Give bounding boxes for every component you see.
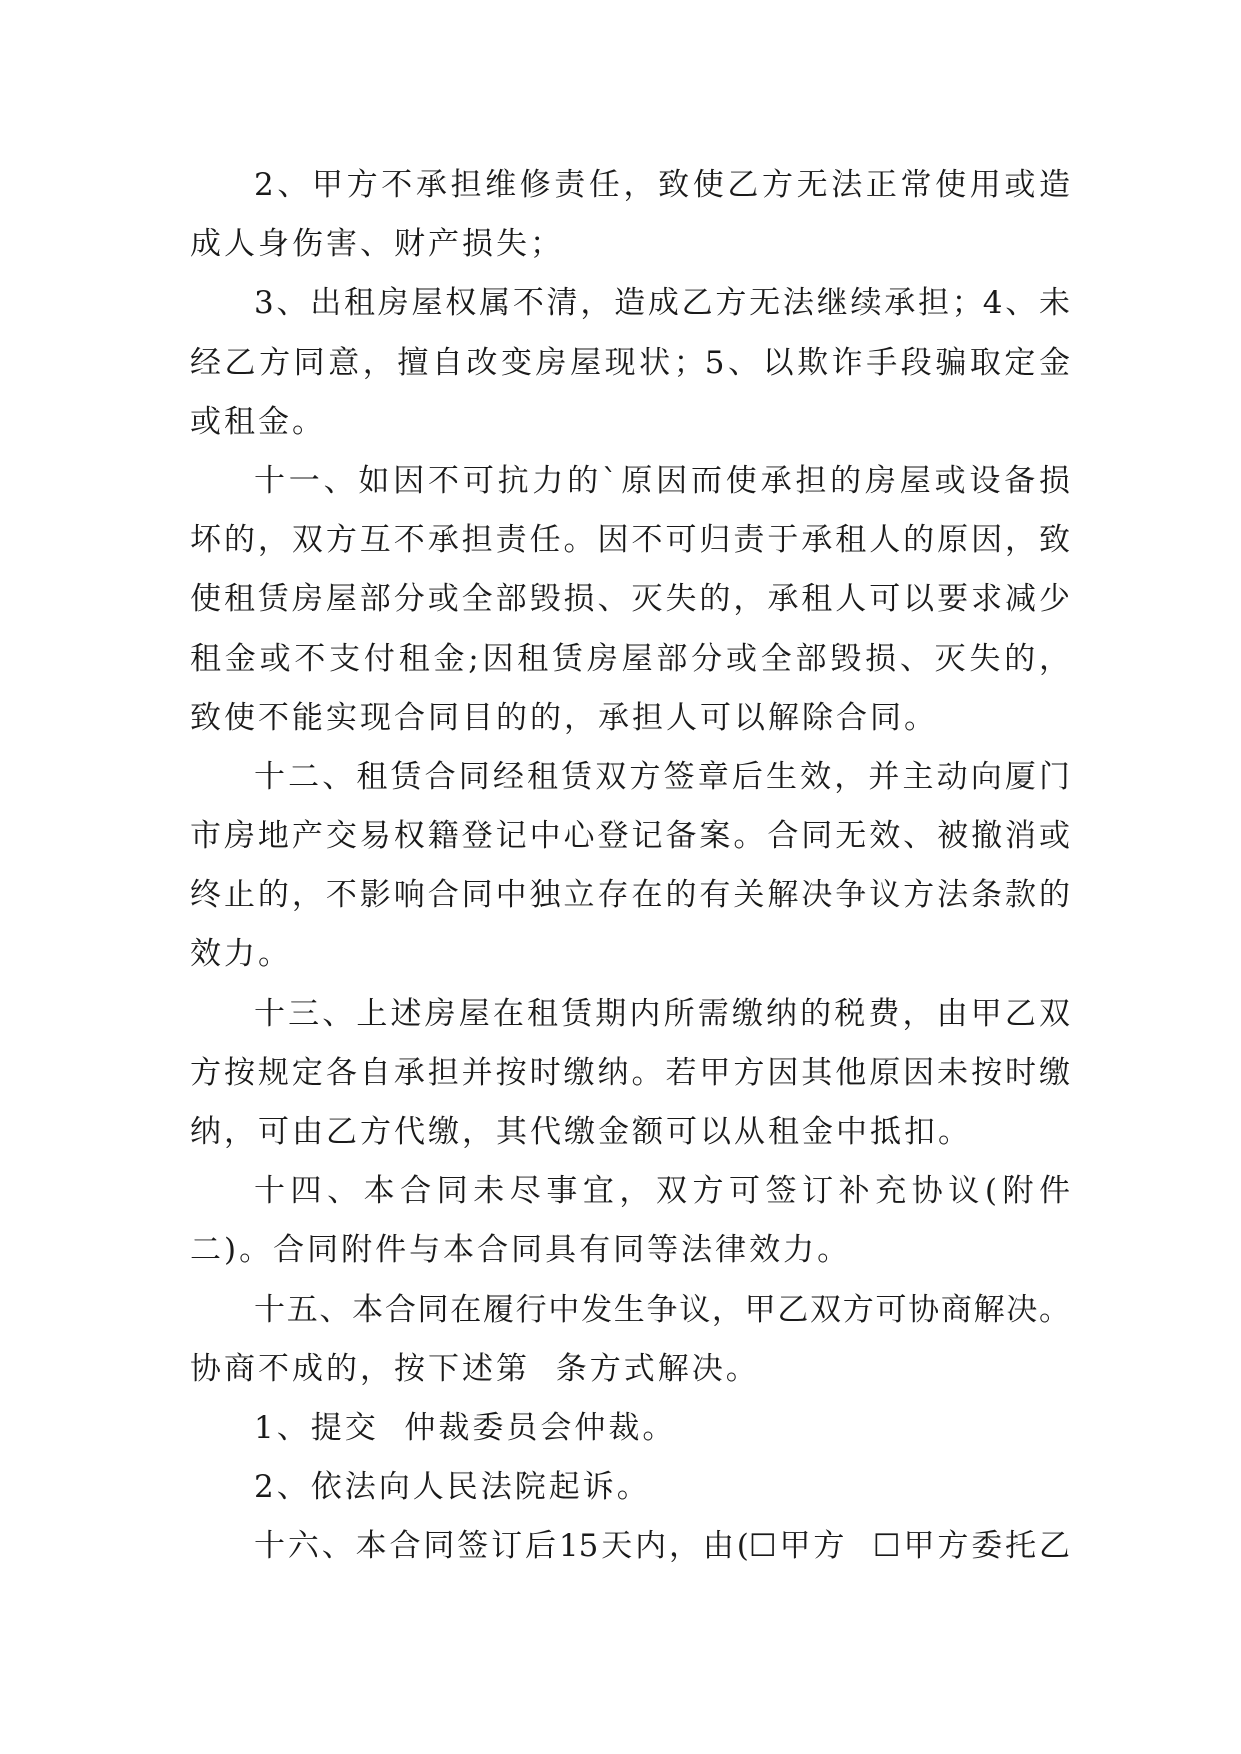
- text-line: 致使不能实现合同目的的，承担人可以解除合同。: [190, 699, 938, 736]
- text-line: 1、提交 仲裁委员会仲裁。: [254, 1409, 677, 1446]
- text-line: 方按规定各自承担并按时缴纳。若甲方因其他原因未按时缴: [190, 1054, 1070, 1091]
- text-line: 经乙方同意，擅自改变房屋现状；5、以欺诈手段骗取定金: [190, 344, 1070, 381]
- text-line: 成人身伤害、财产损失；: [190, 226, 564, 263]
- text-line: 租金或不支付租金;因租赁房屋部分或全部毁损、灭失的，: [190, 640, 1070, 677]
- text-line: 3、出租房屋权属不清，造成乙方无法继续承担；4、未: [254, 285, 1070, 322]
- text-line: 纳，可由乙方代缴，其代缴金额可以从租金中抵扣。: [190, 1114, 972, 1150]
- document-body: [190, 156, 1070, 1577]
- text-line: 十二、租赁合同经租赁双方签章后生效，并主动向厦门: [254, 758, 1070, 795]
- text-line: 市房地产交易权籍登记中心登记备案。合同无效、被撤消或: [190, 818, 1070, 855]
- text-line: 坏的，双方互不承担责任。因不可归责于承租人的原因，致: [190, 522, 1070, 559]
- text-line: 十三、上述房屋在租赁期内所需缴纳的税费，由甲乙双: [254, 995, 1070, 1032]
- text-line: 使租赁房屋部分或全部毁损、灭失的，承租人可以要求减少: [190, 581, 1070, 618]
- text-line: 十四、本合同未尽事宜，双方可签订补充协议(附件: [254, 1173, 1070, 1210]
- text-line: 或租金。: [190, 403, 326, 440]
- text-line: 十五、本合同在履行中发生争议，甲乙双方可协商解决。: [254, 1291, 1070, 1328]
- text-line: 2、甲方不承担维修责任，致使乙方无法正常使用或造: [254, 167, 1070, 203]
- text-line: 2、依法向人民法院起诉。: [254, 1469, 651, 1506]
- text-line: 协商不成的，按下述第 条方式解决。: [190, 1350, 760, 1387]
- text-line: 效力。: [190, 936, 292, 973]
- text-line: 十一、如因不可抗力的`原因而使承担的房屋或设备损: [254, 462, 1070, 499]
- text-line: 十六、本合同签订后15天内，由(☐甲方 ☐甲方委托乙: [254, 1528, 1070, 1565]
- text-line: 终止的，不影响合同中独立存在的有关解决争议方法条款的: [190, 877, 1070, 914]
- text-line: 二)。合同附件与本合同具有同等法律效力。: [190, 1232, 852, 1269]
